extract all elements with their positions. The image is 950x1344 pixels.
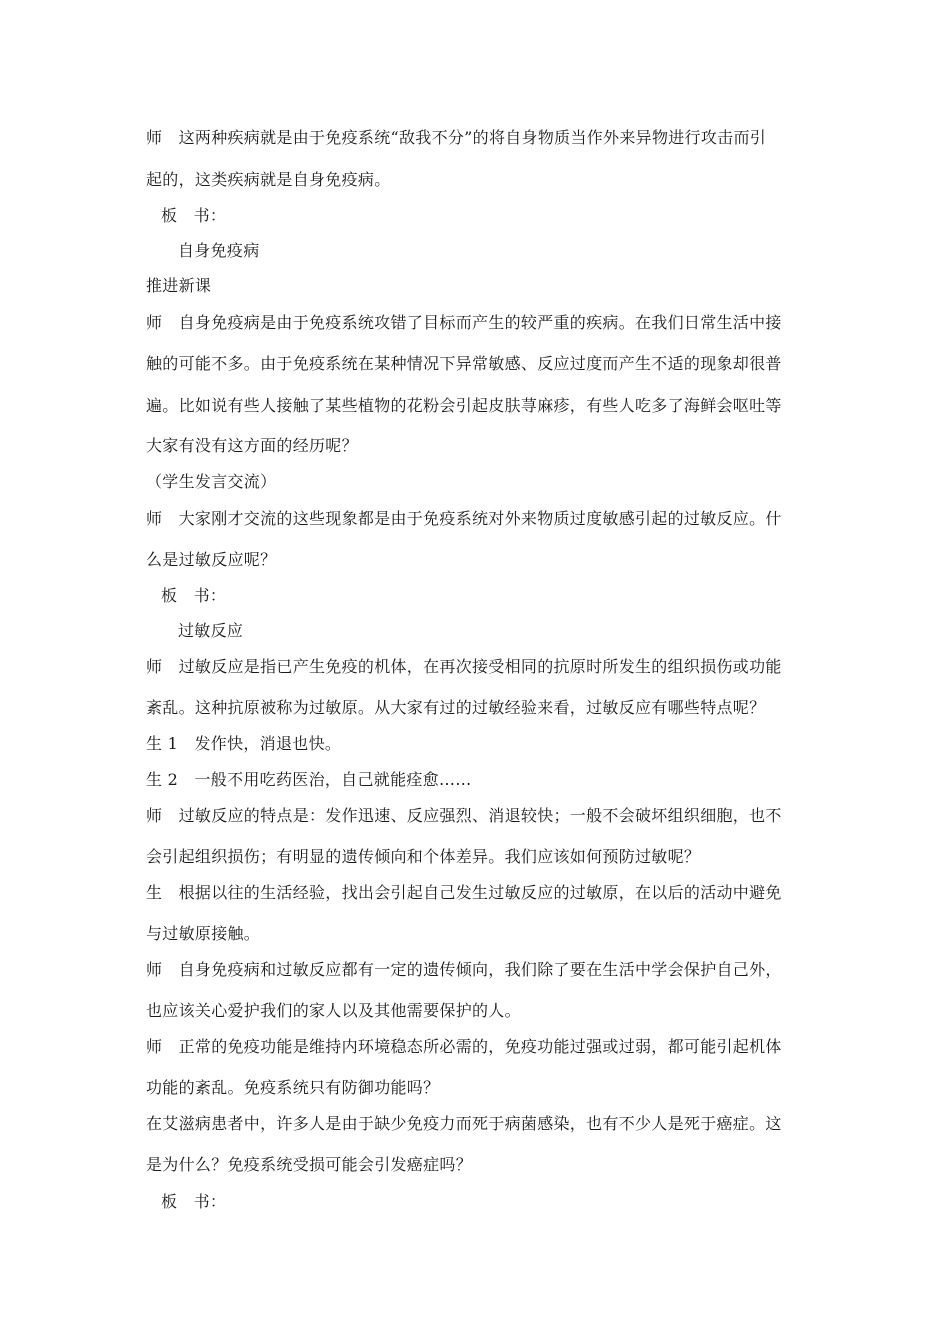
text-line: 生 1 发作快，消退也快。 [146,734,342,753]
board-heading: 板 书： [161,586,227,605]
text-line: 师 正常的免疫功能是维持内环境稳态所必需的，免疫功能过强或过弱，都可能引起机体 [146,1037,782,1056]
text-line: 么是过敏反应呢？ [146,550,277,569]
board-heading: 板 书： [161,1192,227,1211]
text-line: 师 自身免疫病是由于免疫系统攻错了目标而产生的较严重的疾病。在我们日常生活中接 [146,313,782,332]
text-line: 生 2 一般不用吃药医治，自己就能痊愈…… [146,770,472,789]
text-line: 在艾滋病患者中，许多人是由于缺少免疫力而死于病菌感染，也有不少人是死于癌症。这 [146,1114,782,1133]
text-line: 起的，这类疾病就是自身免疫病。 [146,170,391,189]
text-line: 功能的紊乱。免疫系统只有防御功能吗？ [146,1078,440,1097]
text-line: 也应该关心爱护我们的家人以及其他需要保护的人。 [146,1001,521,1020]
text-line: 触的可能不多。由于免疫系统在某种情况下异常敏感、反应过度而产生不适的现象却很普 [146,354,782,373]
board-item: 自身免疫病 [178,241,260,260]
text-line: 师 自身免疫病和过敏反应都有一定的遗传倾向，我们除了要在生活中学会保护自己外， [146,960,782,979]
text-line: 生 根据以往的生活经验，找出会引起自己发生过敏反应的过敏原，在以后的活动中避免 [146,883,782,902]
text-line: 与过敏原接触。 [146,924,261,943]
section-heading: 推进新课 [146,276,212,295]
text-line: 会引起组织损伤；有明显的遗传倾向和个体差异。我们应该如何预防过敏呢？ [146,847,701,866]
text-line: 是为什么？免疫系统受损可能会引发癌症吗？ [146,1155,473,1174]
text-line: 师 大家刚才交流的这些现象都是由于免疫系统对外来物质过度敏感引起的过敏反应。什 [146,509,782,528]
text-line: 师 过敏反应的特点是：发作迅速、反应强烈、消退较快；一般不会破坏组织细胞，也不 [146,806,782,825]
board-heading: 板 书： [161,206,227,225]
text-line: 遍。比如说有些人接触了某些植物的花粉会引起皮肤荨麻疹，有些人吃多了海鲜会呕吐等 [146,396,782,415]
text-line: 师 这两种疾病就是由于免疫系统“敌我不分”的将自身物质当作外来异物进行攻击而引 [146,128,767,147]
text-line: 大家有没有这方面的经历呢？ [146,436,358,455]
text-line: 紊乱。这种抗原被称为过敏原。从大家有过的过敏经验来看，过敏反应有哪些特点呢？ [146,698,766,717]
text-line: 师 过敏反应是指已产生免疫的机体，在再次接受相同的抗原时所发生的组织损伤或功能 [146,657,782,676]
board-item: 过敏反应 [178,621,244,640]
text-line: （学生发言交流） [146,472,277,491]
